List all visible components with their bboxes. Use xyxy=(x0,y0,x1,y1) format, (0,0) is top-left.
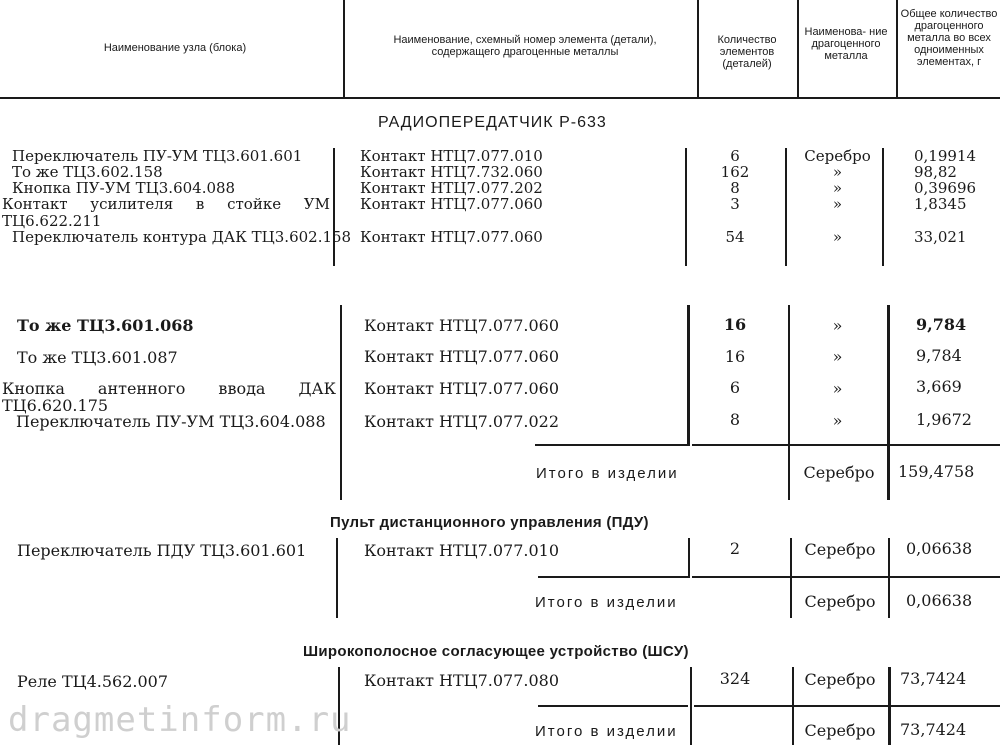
total-rule xyxy=(692,576,1000,578)
amount: 9,784 xyxy=(916,346,962,365)
quantity: 324 xyxy=(719,669,751,688)
header-divider xyxy=(343,0,345,98)
column-divider xyxy=(687,305,690,445)
section-title: Пульт дистанционного управления (ПДУ) xyxy=(330,514,649,531)
quantity: 6 xyxy=(729,378,741,397)
total-metal: Серебро xyxy=(804,592,876,611)
total-metal: Серебро xyxy=(803,463,875,482)
ditto-mark: » xyxy=(832,195,843,213)
amount: 1,9672 xyxy=(916,410,972,429)
quantity: 3 xyxy=(730,195,740,213)
element-name: Контакт НТЦ7.732.060 xyxy=(360,163,543,181)
quantity: 6 xyxy=(730,147,740,165)
amount: 0,39696 xyxy=(914,179,977,197)
quantity: 8 xyxy=(730,179,740,197)
total-rule xyxy=(538,705,688,707)
amount: 33,021 xyxy=(914,228,967,246)
header-bottom-rule xyxy=(0,97,1000,99)
column-divider xyxy=(333,148,335,266)
element-name: Контакт НТЦ7.077.080 xyxy=(364,671,560,690)
element-name: Контакт НТЦ7.077.202 xyxy=(360,179,543,197)
ditto-mark: » xyxy=(832,179,843,197)
header-divider xyxy=(896,0,898,98)
column-divider xyxy=(785,148,787,266)
ditto-mark: » xyxy=(832,228,843,246)
quantity: 16 xyxy=(724,347,746,366)
quantity: 162 xyxy=(720,163,750,181)
metal-name: Серебро xyxy=(804,147,871,165)
total-amount: 159,4758 xyxy=(898,462,975,481)
element-name: Контакт НТЦ7.077.010 xyxy=(360,147,543,165)
section-title: РАДИОПЕРЕДАТЧИК Р-633 xyxy=(378,114,607,131)
header-metal: Наименова- ние драгоценного металла xyxy=(804,26,888,62)
total-metal: Серебро xyxy=(804,721,876,740)
column-divider xyxy=(790,538,792,618)
ditto-mark: » xyxy=(832,163,843,181)
header-element-name: Наименование, схемный номер элемента (детали), содержащего драгоценные металлы xyxy=(393,34,657,58)
node-name: Реле ТЦ4.562.007 xyxy=(17,672,169,691)
element-name: Контакт НТЦ7.077.060 xyxy=(360,195,543,213)
node-name: Переключатель контура ДАК ТЦ3.602.158 xyxy=(12,228,352,246)
header-divider xyxy=(697,0,699,98)
total-rule xyxy=(692,444,1000,446)
node-name: Кнопка ПУ-УМ ТЦ3.604.088 xyxy=(12,179,236,197)
column-divider xyxy=(887,305,890,500)
element-name: Контакт НТЦ7.077.060 xyxy=(364,379,560,398)
node-name: Кнопка антенного ввода ДАК ТЦ6.620.175 xyxy=(2,379,336,415)
column-divider xyxy=(685,148,687,266)
node-name: То же ТЦ3.602.158 xyxy=(12,163,163,181)
amount: 3,669 xyxy=(916,377,962,396)
node-name: Переключатель ПДУ ТЦ3.601.601 xyxy=(17,541,307,560)
quantity: 8 xyxy=(729,410,741,429)
element-name: Контакт НТЦ7.077.060 xyxy=(360,228,543,246)
total-label: Итого в изделии xyxy=(535,594,678,611)
total-rule xyxy=(694,705,1000,707)
column-divider xyxy=(688,538,690,578)
column-divider xyxy=(882,148,884,266)
quantity: 54 xyxy=(725,228,745,246)
metal-name: Серебро xyxy=(804,540,876,559)
header-divider xyxy=(797,0,799,98)
node-name: Контакт усилителя в стойке УМ ТЦ6.622.211 xyxy=(2,195,330,230)
watermark: dragmetinform.ru xyxy=(8,700,352,740)
quantity: 2 xyxy=(729,539,741,558)
amount: 73,7424 xyxy=(900,669,967,688)
element-name: Контакт НТЦ7.077.010 xyxy=(364,541,560,560)
column-divider xyxy=(340,305,342,500)
metal-name: Серебро xyxy=(804,670,876,689)
element-name: Контакт НТЦ7.077.060 xyxy=(364,347,560,366)
amount: 1,8345 xyxy=(914,195,967,213)
ditto-mark: » xyxy=(832,316,843,335)
total-rule xyxy=(535,444,690,446)
column-divider xyxy=(690,667,692,745)
amount: 98,82 xyxy=(914,163,957,181)
quantity: 16 xyxy=(723,315,747,334)
amount: 0,19914 xyxy=(914,147,977,165)
total-amount: 73,7424 xyxy=(900,720,967,739)
ditto-mark: » xyxy=(832,347,843,366)
ditto-mark: » xyxy=(832,411,843,430)
header-total-amount: Общее количество драгоценного металла во всех одноименных элементах, г xyxy=(900,8,998,68)
amount: 9,784 xyxy=(916,315,967,334)
total-rule xyxy=(538,576,688,578)
column-divider xyxy=(888,538,890,618)
node-name: То же ТЦ3.601.068 xyxy=(17,316,194,335)
node-name: Переключатель ПУ-УМ ТЦ3.604.088 xyxy=(16,412,326,431)
amount: 0,06638 xyxy=(906,539,973,558)
element-name: Контакт НТЦ7.077.060 xyxy=(364,316,560,335)
node-name: То же ТЦ3.601.087 xyxy=(17,348,178,367)
column-divider xyxy=(788,305,790,500)
element-name: Контакт НТЦ7.077.022 xyxy=(364,412,560,431)
ditto-mark: » xyxy=(832,379,843,398)
section-title: Широкополосное согласующее устройство (ШСУ) xyxy=(303,643,689,660)
header-quantity: Количество элементов (деталей) xyxy=(717,34,777,70)
column-divider xyxy=(336,538,338,618)
total-label: Итого в изделии xyxy=(536,465,679,482)
node-name: Переключатель ПУ-УМ ТЦ3.601.601 xyxy=(12,147,303,165)
total-label: Итого в изделии xyxy=(535,723,678,740)
total-amount: 0,06638 xyxy=(906,591,973,610)
header-node-name: Наименование узла (блока) xyxy=(103,42,247,54)
